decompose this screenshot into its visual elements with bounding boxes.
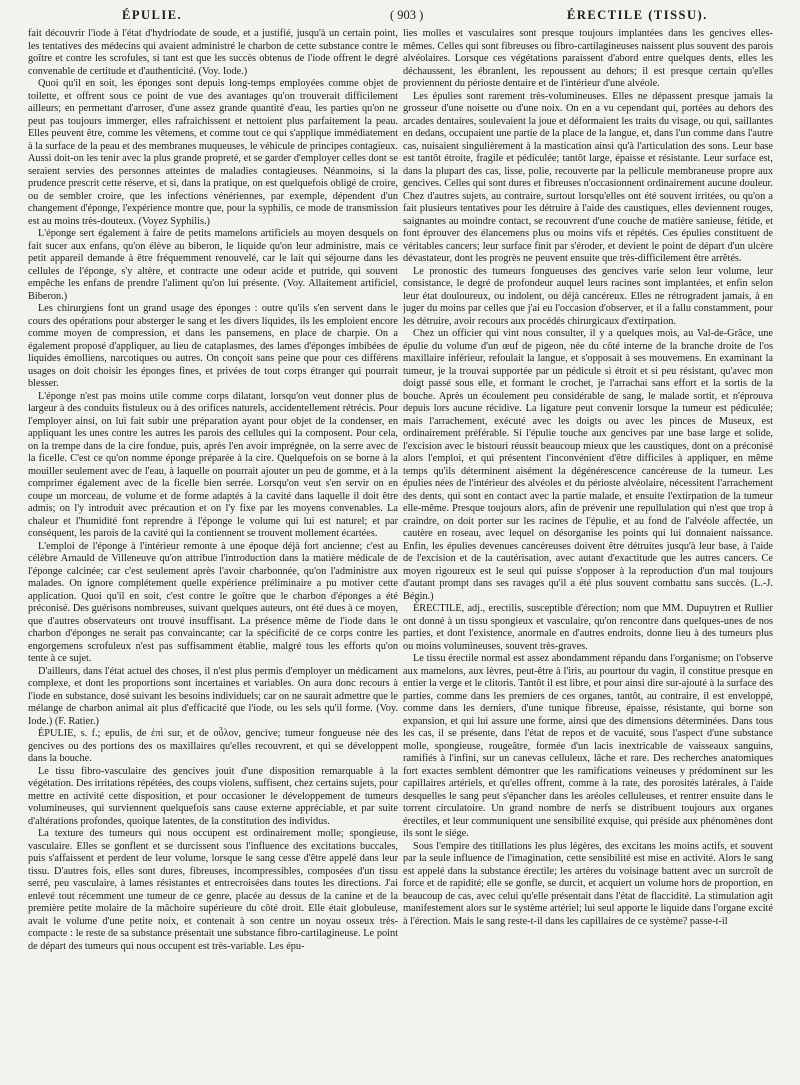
paragraph: Sous l'empire des titillations les plus légères, des excitans les moins actifs, et souvent par la seule influence de l'imagination, cette sensibilité est mise en activité. Alors le sang est appelé dans la substance érectile; les artères du voisinage battent avec un surcroît de force et de rapidité; elle se gonfle, se durcit, et acquiert un volume hors de proportion, en beaucoup de cas, avec celui qu'elle présentait dans l'état de flaccidité. La stimulation agit manifestement alors sur le système artériel; lui seul apporte le liquide dans l'organe excité à l'érection. Mais le sang reste-t-il dans les capillaires de ce système? passe-t-il bbox=[403, 840, 773, 927]
paragraph: Chez un officier qui vint nous consulter, il y a quelques mois, au Val-de-Grâce, une épulie du volume d'un œuf de pigeon, née du côté interne de la branche droite de l'os maxillaire inférieur, refoulait la langue, et s'opposait à ses mouvemens. En examinant la tumeur, je la trouvai supportée par un pédicule si étroit et si peu résistant, qu'avec mon doigt passé sous elle, et formant le crochet, je l'arrachai sans effort et la sortis de la bouche. Après un écoulement peu considérable de sang, le malade sortit, et n'éprouva depuis lors aucune récidive. La ligature peut convenir lorsque la tumeur est pédiculée; mais l'arrachement, exécuté avec les doigts ou avec les pinces de Museux, est ordinairement préférable. Si l'épulie touche aux gencives par une base large et solide, l'excision avec le bistouri réussit beaucoup mieux que les caustiques, dont on a préconisé alors l'emploi, et qui présentent l'inconvénient d'être difficiles à appliquer, en même temps qu'ils déterminent aisément la dégénérescence cancéreuse de la tumeur. Les épulies nées de l'intérieur des alvéoles et du périoste alvéolaire, nécessitent l'arrachement des dents, qui sont en contact avec la partie malade, et ensuite l'extirpation de la tumeur elle-même. Presque toujours alors, afin de prévenir une repullulation qui n'est que trop à craindre, on doit porter sur les racines de l'épulie, et au fond de l'alvéole affectée, un cautère en roseau, avec lequel on désorganise les points qui lui donnaient naissance. Enfin, les épulies devenues cancéreuses doivent être détruites jusqu'à leur base, à l'aide de l'excision et de la cautérisation, avec autant d'exactitude que les autres cancers. Ce moyen rigoureux est le seul qui puisse s'opposer à la reproduction d'un mal toujours d'autant prompt dans ses ravages qu'il a été plus souvent combattu sans succès. (L.-J. Bégin.) bbox=[403, 328, 773, 602]
paragraph: L'emploi de l'éponge à l'intérieur remonte à une époque déjà fort ancienne; c'est au célèbre Arnauld de Villeneuve qu'on attribue l'introduction dans la matière médicale de l'éponge calcinée; car c'est seulement après l'avoir charbonnée, qu'on l'administre aux malades. On ignore complétement quelle expérience préliminaire a pu motiver cette application. Quoi qu'il en soit, c'est contre le goître que le charbon d'éponges a été préconisé. Des guérisons nombreuses, suivant quelques auteurs, ont été dues à ce moyen, que d'autres observateurs ont trouvé insuffisant. La présence même de l'iode dans le charbon d'éponges ne serait pas convaincante; car la spécificité de ce corps contre les engorgemens scrofuleux n'est pas suffisamment établie, malgré tous les efforts qu'on tente à ce sujet. bbox=[28, 540, 398, 664]
page-number: ( 903 ) bbox=[390, 8, 424, 22]
header-right-title: ÉRECTILE (TISSU). bbox=[567, 8, 708, 22]
left-column bbox=[28, 28, 398, 1078]
paragraph: Les épulies sont rarement très-volumineuses. Elles ne dépassent presque jamais la grosseur d'une noisette ou d'une noix. On en a vu cependant qui, portées au dehors des arcades dentaires, soulevaient la joue et déformaient les traits du visage, ou qui, saillantes en dedans, occupaient une partie de la place de la langue, et, dans l'un comme dans l'autre cas, nuisaient singulièrement à la mastication ainsi qu'à l'articulation des sons. Leur base est tantôt étroite, fragile et pédiculée; tantôt large, épaisse et résistante. Leur surface est, dans la plupart des cas, lisse, polie, recouverte par la pellicule membraneuse propre aux gencives. Celles qui sont dures et fibreuses n'occasionnent ordinairement aucune douleur. Chez d'autres sujets, au contraire, surtout lorsqu'elles ont été souvent irritées, ou qu'on a fait plusieurs tentatives pour les détruire à l'aide des caustiques, elles deviennent rouges, saignantes au moindre contact, se recouvrent d'une couche de matière sanieuse, fétide, et font éprouver des élancemens plus ou moins vifs et répétés. Ces épulies constituent de véritables cancers; leur surface finit par s'éroder, et devient le point de départ d'un ulcère dévastateur, dont les progrès ne peuvent ensuite que très-difficilement être arrêtés. bbox=[403, 90, 773, 264]
running-header bbox=[22, 8, 778, 26]
right-column bbox=[403, 28, 773, 1078]
paragraph: L'éponge n'est pas moins utile comme corps dilatant, lorsqu'on veut donner plus de largeur à des conduits fistuleux ou à des orifices naturels, accidentellement rétrécis. Pour l'employer ainsi, on lui fait subir une préparation ayant pour objet de la condenser, en appliquant les unes contre les autres les parois des cellules qui la composent. Pour cela, on la trempe dans de la cire fondue, puis, après l'en avoir imprégnée, on la serre avec de la ficelle. C'est ce qu'on nomme éponge préparée à la cire. Quelquefois on se borne à la mouiller seulement avec de l'eau, à laquelle on pourrait ajouter un peu de gomme, et à la comprimer également avec de la ficelle bien serrée. Lorsqu'on veut s'en servir on en coupe un morceau, de volume et de forme adaptés à la cavité dans laquelle il doit être admis; on l'y introduit avec précaution et on l'y fixe par les moyens convenables. La chaleur et l'humidité font reprendre à l'éponge le volume qui lui est naturel; et par conséquent, les parois de la cavité qui la contiennent se trouvent mollement écartées. bbox=[28, 390, 398, 539]
entry-epulie: ÉPULIE, s. f.; epulis, de ἐπὶ sur, et de οὖλον, gencive; tumeur fongueuse née des gencives ou des portions des os maxillaires qu'elles recouvrent, et qui se développent dans la bouche. bbox=[28, 728, 398, 764]
header-left-title: ÉPULIE. bbox=[122, 8, 183, 22]
paragraph: Le pronostic des tumeurs fongueuses des gencives varie selon leur volume, leur consistance, le degré de profondeur auquel leurs racines sont implantées, et enfin selon leur état douloureux, ou indolent, ou déjà cancéreux. Elles ne rétrogradent jamais, à en juger du moins par celles que j'ai eu l'occasion d'observer, et il a fallu constamment, pour les détruire, avoir recours aux procédés chirurgicaux d'extirpation. bbox=[403, 265, 773, 327]
paragraph: L'éponge sert également à faire de petits mamelons artificiels au moyen desquels on fait sucer aux enfans, qu'on élève au biberon, le liquide qu'on leur administre, mais ce petit appareil demande à être fréquemment renouvelé, car le lait qui séjourne dans les cellules de l'éponge, s'y altère, et contracte une odeur acide et putride, qui souvent empêche les enfans de prendre l'aliment qu'on lui présente. (Voy. Allaitement artificiel, Biberon.) bbox=[28, 228, 398, 302]
paragraph: Le tissu fibro-vasculaire des gencives jouit d'une disposition remarquable à la végétation. Des irritations répétées, des coups violens, suffisent, chez certains sujets, pour mettre en activité cette disposition, et pour occasioner le développement de tumeurs volumineuses, qui surviennent quelquefois sans cause externe appréciable, et par suite d'altérations profondes, quoique latentes, de la constitution des individus. bbox=[28, 765, 398, 827]
paragraph: La texture des tumeurs qui nous occupent est ordinairement molle; spongieuse, vasculaire. Elles se gonflent et se durcissent sous l'influence des excitations buccales, puis s'affaissent et perdent de leur volume, lorsque le sang cesse d'être appelé dans leur tissu. D'autres fois, elles sont dures, fibreuses, incompressibles, composées d'un tissu serré, peu vasculaire, à lames résistantes et entrecroisées dans toutes les directions. J'ai enlevé tout récemment une tumeur de ce genre, placée au dessus de la canine et de la première petite molaire de la mâchoire supérieure du côté droit. Elle était globuleuse, avait le volume d'une petite noix, et contenait à son centre un noyau osseux très-compacte : le reste de sa substance présentait une substance fibro-cartilagineuse. Le point de départ des tumeurs qui nous occupent est très-variable. Les épu- bbox=[28, 828, 398, 952]
paragraph: Le tissu érectile normal est assez abondamment répandu dans l'organisme; on l'observe aux mamelons, aux lèvres, peut-être à l'iris, au pourtour du vagin, il constitue presque en entier la verge et le clitoris. Tantôt il est libre, et pour ainsi dire sur-ajouté à la surface des parties, comme dans les premiers de ces organes, tantôt, au contraire, il est enveloppé, comme dans les derniers, d'une tunique fibreuse, épaisse, résistante, qui borne son expansion, et qui lui assure une forme, ainsi que des dimensions déterminées. Dans tous les cas, il se présente, dans l'état de repos et de vacuité, sous l'aspect d'une substance molle, spongieuse, rougeâtre, formée d'un lacis inextricable de vaisseaux sanguins, ramifiés à l'infini, sur un canevas celluleux, lâche et rare. Des recherches anatomiques fort exactes semblent démontrer que les ramifications veineuses y prédominent sur les capillaires artériels, et qu'elles offrent, comme à la rate, des porosités latérales, à l'aide desquelles le sang peut s'épancher dans les aréoles celluleuses, et rentrer ensuite dans le torrent circulatoire. Un grand nombre de nerfs se distribuent toujours aux organes érectiles, et leur communiquent une sensibilité exquise, qui préside aux phénomènes dont ils sont le siége. bbox=[403, 653, 773, 839]
entry-erectile: ÉRECTILE, adj., erectilis, susceptible d'érection; nom que MM. Dupuytren et Rullier ont donné à un tissu spongieux et vasculaire, qu'on rencontre dans quelques-unes de nos parties, et dont l'existence, anormale en d'autres endroits, donne lieu à des tumeurs plus ou moins volumineuses, souvent très-graves. bbox=[403, 603, 773, 652]
paragraph: D'ailleurs, dans l'état actuel des choses, il n'est plus permis d'employer un médicament complexe, et dont les proportions sont incertaines et variables. On aura donc recours à l'iode en substance, dosé suivant les besoins individuels; car on ne saurait admettre que le mélange de charbon animal ait plus d'efficacité que l'iode, ou les sels qu'il forme. (Voy. Iode.) (F. Ratier.) bbox=[28, 665, 398, 727]
paragraph: Les chirurgiens font un grand usage des éponges : outre qu'ils s'en servent dans le cours des opérations pour absterger le sang et les divers liquides, ils les emploient encore comme moyen de compression, et dans les pansemens, en place de charpie. On a également proposé d'appliquer, au lieu de cataplasmes, des lames d'éponges imbibées de liquides émolliens, narcotiques ou autres. On conçoit sans peine que pour ces différens usages on doit choisir les éponges fines, et privées de tout corps étranger qui pourrait blesser. bbox=[28, 303, 398, 389]
paragraph: lies molles et vasculaires sont presque toujours implantées dans les gencives elles-mêmes. Celles qui sont fibreuses ou fibro-cartilagineuses naissent plus souvent des parois alvéolaires. Lorsque ces végétations paraissent d'abord entre quelques dents, elles les déchaussent, les ébranlent, les repoussent au dehors; il est presque certain qu'elles proviennent du périoste dentaire et de l'intérieur d'une alvéole. bbox=[403, 28, 773, 89]
paragraph: fait découvrir l'iode à l'état d'hydriodate de soude, et a justifié, jusqu'à un certain point, les tentatives des médecins qui avaient administré le charbon de cette substance contre le goître et contre les scrofules, si tant est que les succès obtenus de l'iode offrent le degré convenable de certitude et d'authenticité. (Voy. Iode.) bbox=[28, 28, 398, 77]
paragraph: Quoi qu'il en soit, les éponges sont depuis long-temps employées comme objet de toilette, et offrent sous ce point de vue des avantages qu'on trouverait difficilement ailleurs; en permettant d'arroser, d'une assez grande quantité d'eau, les parties qu'on ne peut pas toujours immerger, elles rafraichissent et nettoient plus parfaitement la peau. Elles peuvent être, comme les vêtemens, et comme tout ce qui s'applique immédiatement à la surface de la peau et des membranes muqueuses, le véhicule de principes contagieux. Aussi doit-on les tenir avec la plus grande propreté, et se garder d'employer celles dont se seraient servies des personnes atteintes de maladies contagieuses. Néanmoins, si la prudence prescrit cette réserve, et si, dans la pratique, on est quelquefois obligé de croire, ou de sembler croire, que les infections vénériennes, par exemple, dépendent d'un changement d'éponge, l'expérience montre que, pour la syphilis, ce mode de transmission est au moins très-douteux. (Voyez Syphilis.) bbox=[28, 78, 398, 227]
